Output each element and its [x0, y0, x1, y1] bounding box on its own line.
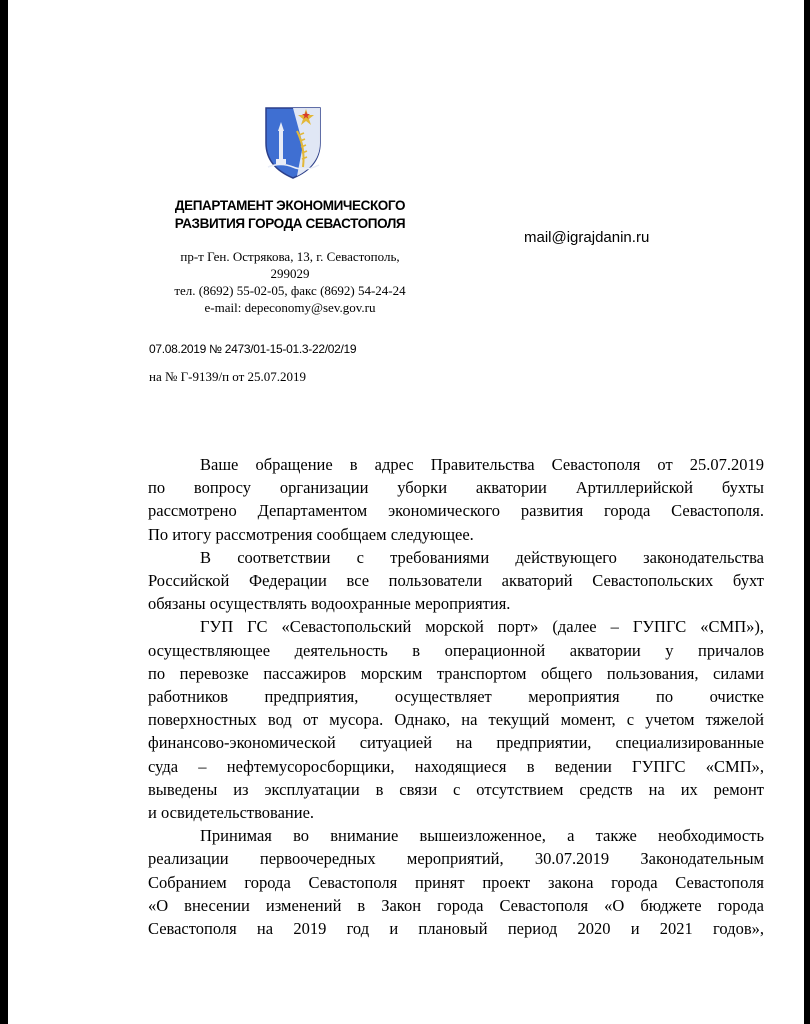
body-line: суда – нефтемусоросборщики, находящиеся в ведении ГУПГС «СМП»,	[148, 756, 764, 776]
body-line: работников предприятия, осуществляет мероприятия по очистке	[148, 687, 764, 707]
body-paragraph	[148, 615, 764, 824]
in-reply-to-reference: на № Г-9139/п от 25.07.2019	[149, 369, 307, 384]
department-name-line-1: ДЕПАРТАМЕНТ ЭКОНОМИЧЕСКОГО	[174, 198, 406, 213]
department-postcode: 299029	[270, 266, 310, 281]
body-line: «О внесении изменений в Закон города Севастополя «О бюджете города	[148, 895, 764, 915]
letter-body	[148, 453, 764, 940]
body-line: по перевозке пассажиров морским транспортом общего пользования, силами	[148, 663, 764, 683]
department-phone-fax: тел. (8692) 55-02-05, факс (8692) 54-24-24	[174, 283, 406, 298]
body-line: поверхностных вод от мусора. Однако, на текущий момент, с учетом тяжелой	[148, 710, 764, 730]
body-line: финансово-экономической ситуацией на предприятии, специализированные	[148, 733, 764, 753]
body-line: Принимая во внимание вышеизложенное, а также необходимость	[200, 826, 764, 846]
body-line: Российской Федерации все пользователи акваторий Севастопольских бухт	[148, 571, 764, 591]
body-line: по вопросу организации уборки акватории Артиллерийской бухты	[148, 478, 764, 498]
body-paragraph	[148, 546, 764, 616]
body-line: В соответствии с требованиями действующего законодательства	[200, 547, 764, 567]
letter-page	[8, 0, 804, 1024]
department-name-line-2: РАЗВИТИЯ ГОРОДА СЕВАСТОПОЛЯ	[174, 216, 406, 231]
department-email: e-mail: depeconomy@sev.gov.ru	[204, 300, 376, 315]
body-line: выведены из эксплуатации в связи с отсутствием средств на их ремонт	[148, 779, 764, 799]
outgoing-document-reference: 07.08.2019 № 2473/01-15-01.3-22/02/19	[149, 342, 357, 356]
body-line: ГУП ГС «Севастопольский морской порт» (далее – ГУПГС «СМП»),	[200, 617, 764, 637]
department-address: пр-т Ген. Острякова, 13, г. Севастополь,	[180, 249, 400, 264]
body-line: осуществляющее деятельность в операционной акватории у причалов	[148, 640, 764, 660]
body-line: Севастополя на 2019 год и плановый период 2020 и 2021 годов»,	[148, 919, 764, 939]
body-line: обязаны осуществлять водоохранные мероприятия.	[148, 594, 511, 614]
sevastopol-coat-of-arms-icon	[263, 105, 323, 180]
body-line: рассмотрено Департаментом экономического развития города Севастополя.	[148, 501, 764, 521]
body-line: реализации первоочередных мероприятий, 30.07.2019 Законодательным	[148, 849, 764, 869]
body-line: Собранием города Севастополя принят проект закона города Севастополя	[148, 872, 764, 892]
body-line: Ваше обращение в адрес Правительства Севастополя от 25.07.2019	[200, 455, 764, 474]
body-paragraph	[148, 453, 764, 546]
body-line: и освидетельствование.	[148, 803, 315, 823]
body-line: По итогу рассмотрения сообщаем следующее.	[148, 524, 474, 544]
body-paragraph	[148, 824, 764, 940]
recipient-email: mail@igrajdanin.ru	[524, 229, 650, 246]
